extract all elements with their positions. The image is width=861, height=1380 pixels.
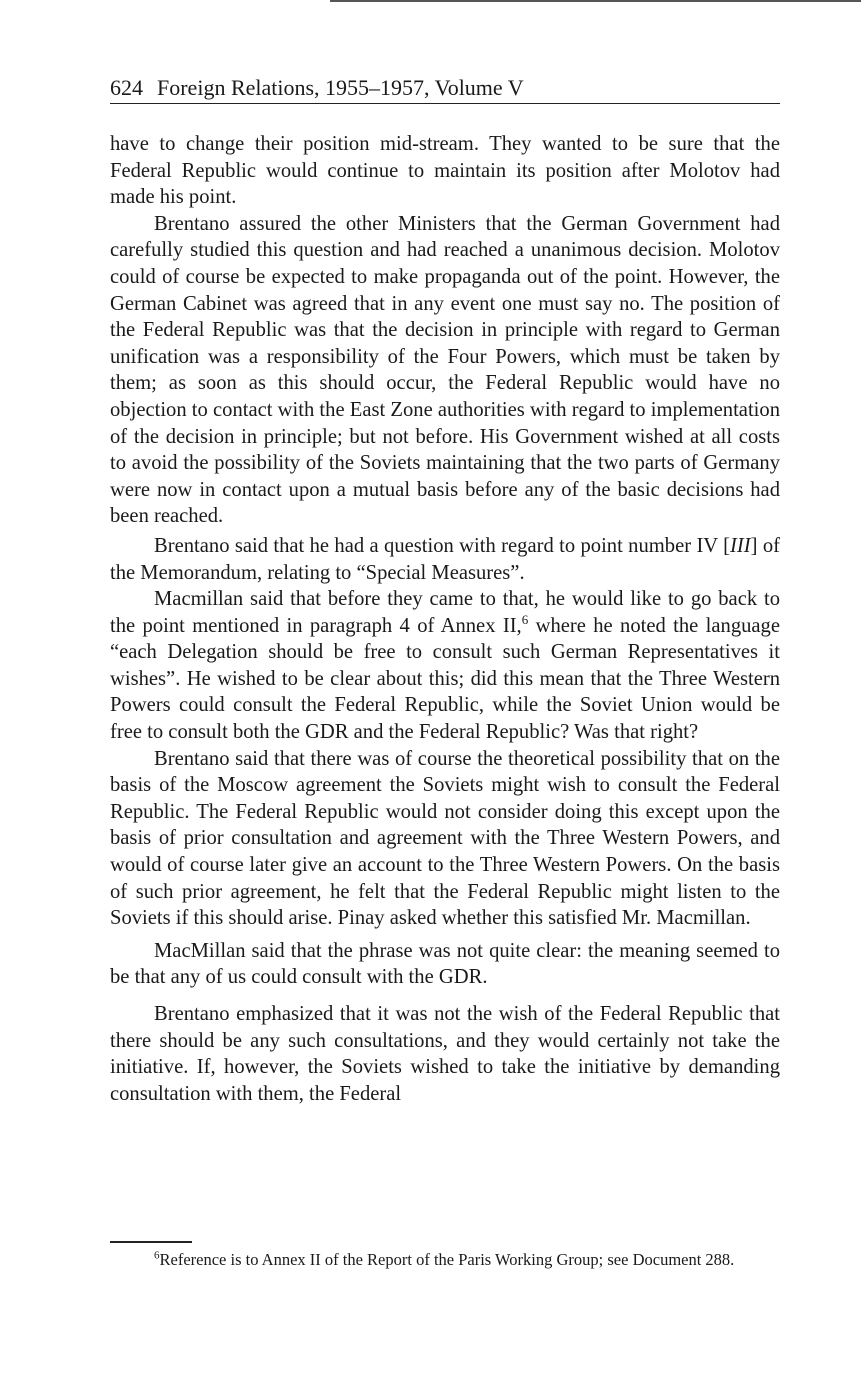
paragraph-text: Macmillan said that before they came to that, he would like to go back to the point mentioned in paragraph 4 of Annex II, bbox=[110, 588, 780, 637]
page-number: 624 bbox=[110, 75, 143, 100]
footnote bbox=[110, 1249, 780, 1270]
paragraph-text: Brentano said that he had a question with regard to point number IV [ bbox=[154, 534, 731, 557]
paragraph-continued: have to change their position mid-stream. They wanted to be sure that the Federal Republic would continue to maintain its position after Molotov had made his point. bbox=[110, 133, 780, 209]
paragraph-text: where he noted the language “each Delegation should be free to consult such German Representatives it wishes”. He wished to be clear about this; did this mean that the Three Western Powers could consult the Federal Republic, while the Soviet Union would be free to consult both the GDR and the Federal Republic? Was that right? bbox=[110, 614, 780, 744]
page-top-edge-line bbox=[330, 0, 861, 2]
paragraph-text: ] of the Memorandum, relating to “Special Measures”. bbox=[110, 534, 781, 584]
volume-title: Foreign Relations, 1955–1957, Volume V bbox=[157, 75, 524, 100]
document-body bbox=[110, 131, 780, 1107]
running-head bbox=[110, 74, 780, 104]
paragraph-brentano-assurance: Brentano assured the other Ministers that the German Government had carefully studied this question and had reached a unanimous decision. Molotov could of course be expected to make propaganda out of the point. However, the German Cabinet was agreed that in any event one must say no. The position of the Federal Republic was that the decision in principle with regard to German unification was a responsibility of the Four Powers, which must be taken by them; as soon as this should occur, the Federal Republic would have no objection to contact with the East Zone authorities with regard to implementation of the decision in principle; but not before. His Government wished at all costs to avoid the possibility of the Soviets maintaining that the two parts of Germany were now in contact upon a mutual basis before any of the basic decisions had been reached. bbox=[110, 212, 780, 528]
paragraph-brentano-emphasis: Brentano emphasized that it was not the wish of the Federal Republic that there should be any such consultations, and they would certainly not take the initiative. If, however, the Soviets wished to take the initiative by demanding consultation with them, the Federal bbox=[110, 1003, 780, 1105]
paragraph-macmillan-annex bbox=[110, 586, 780, 746]
editorial-correction: III bbox=[730, 534, 751, 557]
paragraph-macmillan-phrase: MacMillan said that the phrase was not quite clear: the meaning seemed to be that any of us could consult with the GDR. bbox=[110, 939, 780, 989]
footnote-text: Reference is to Annex II of the Report of the Paris Working Group; see Document 288. bbox=[159, 1250, 735, 1269]
paragraph-brentano-question bbox=[110, 533, 780, 586]
paragraph-brentano-possibility: Brentano said that there was of course the theoretical possibility that on the basis of the Moscow agreement the Soviets might wish to consult the Federal Republic. The Federal Republic would not consider doing this except upon the basis of prior consultation and agreement with the Three Western Powers, and would of course later give an account to the Three Western Powers. On the basis of such prior agreement, he felt that the Federal Republic might listen to the Soviets if this should arise. Pinay asked whether this satisfied Mr. Macmillan. bbox=[110, 747, 780, 930]
footnote-divider bbox=[110, 1241, 192, 1243]
footnote-reference[interactable]: 6 bbox=[521, 611, 529, 627]
footnote-marker: 6 bbox=[154, 1249, 160, 1262]
